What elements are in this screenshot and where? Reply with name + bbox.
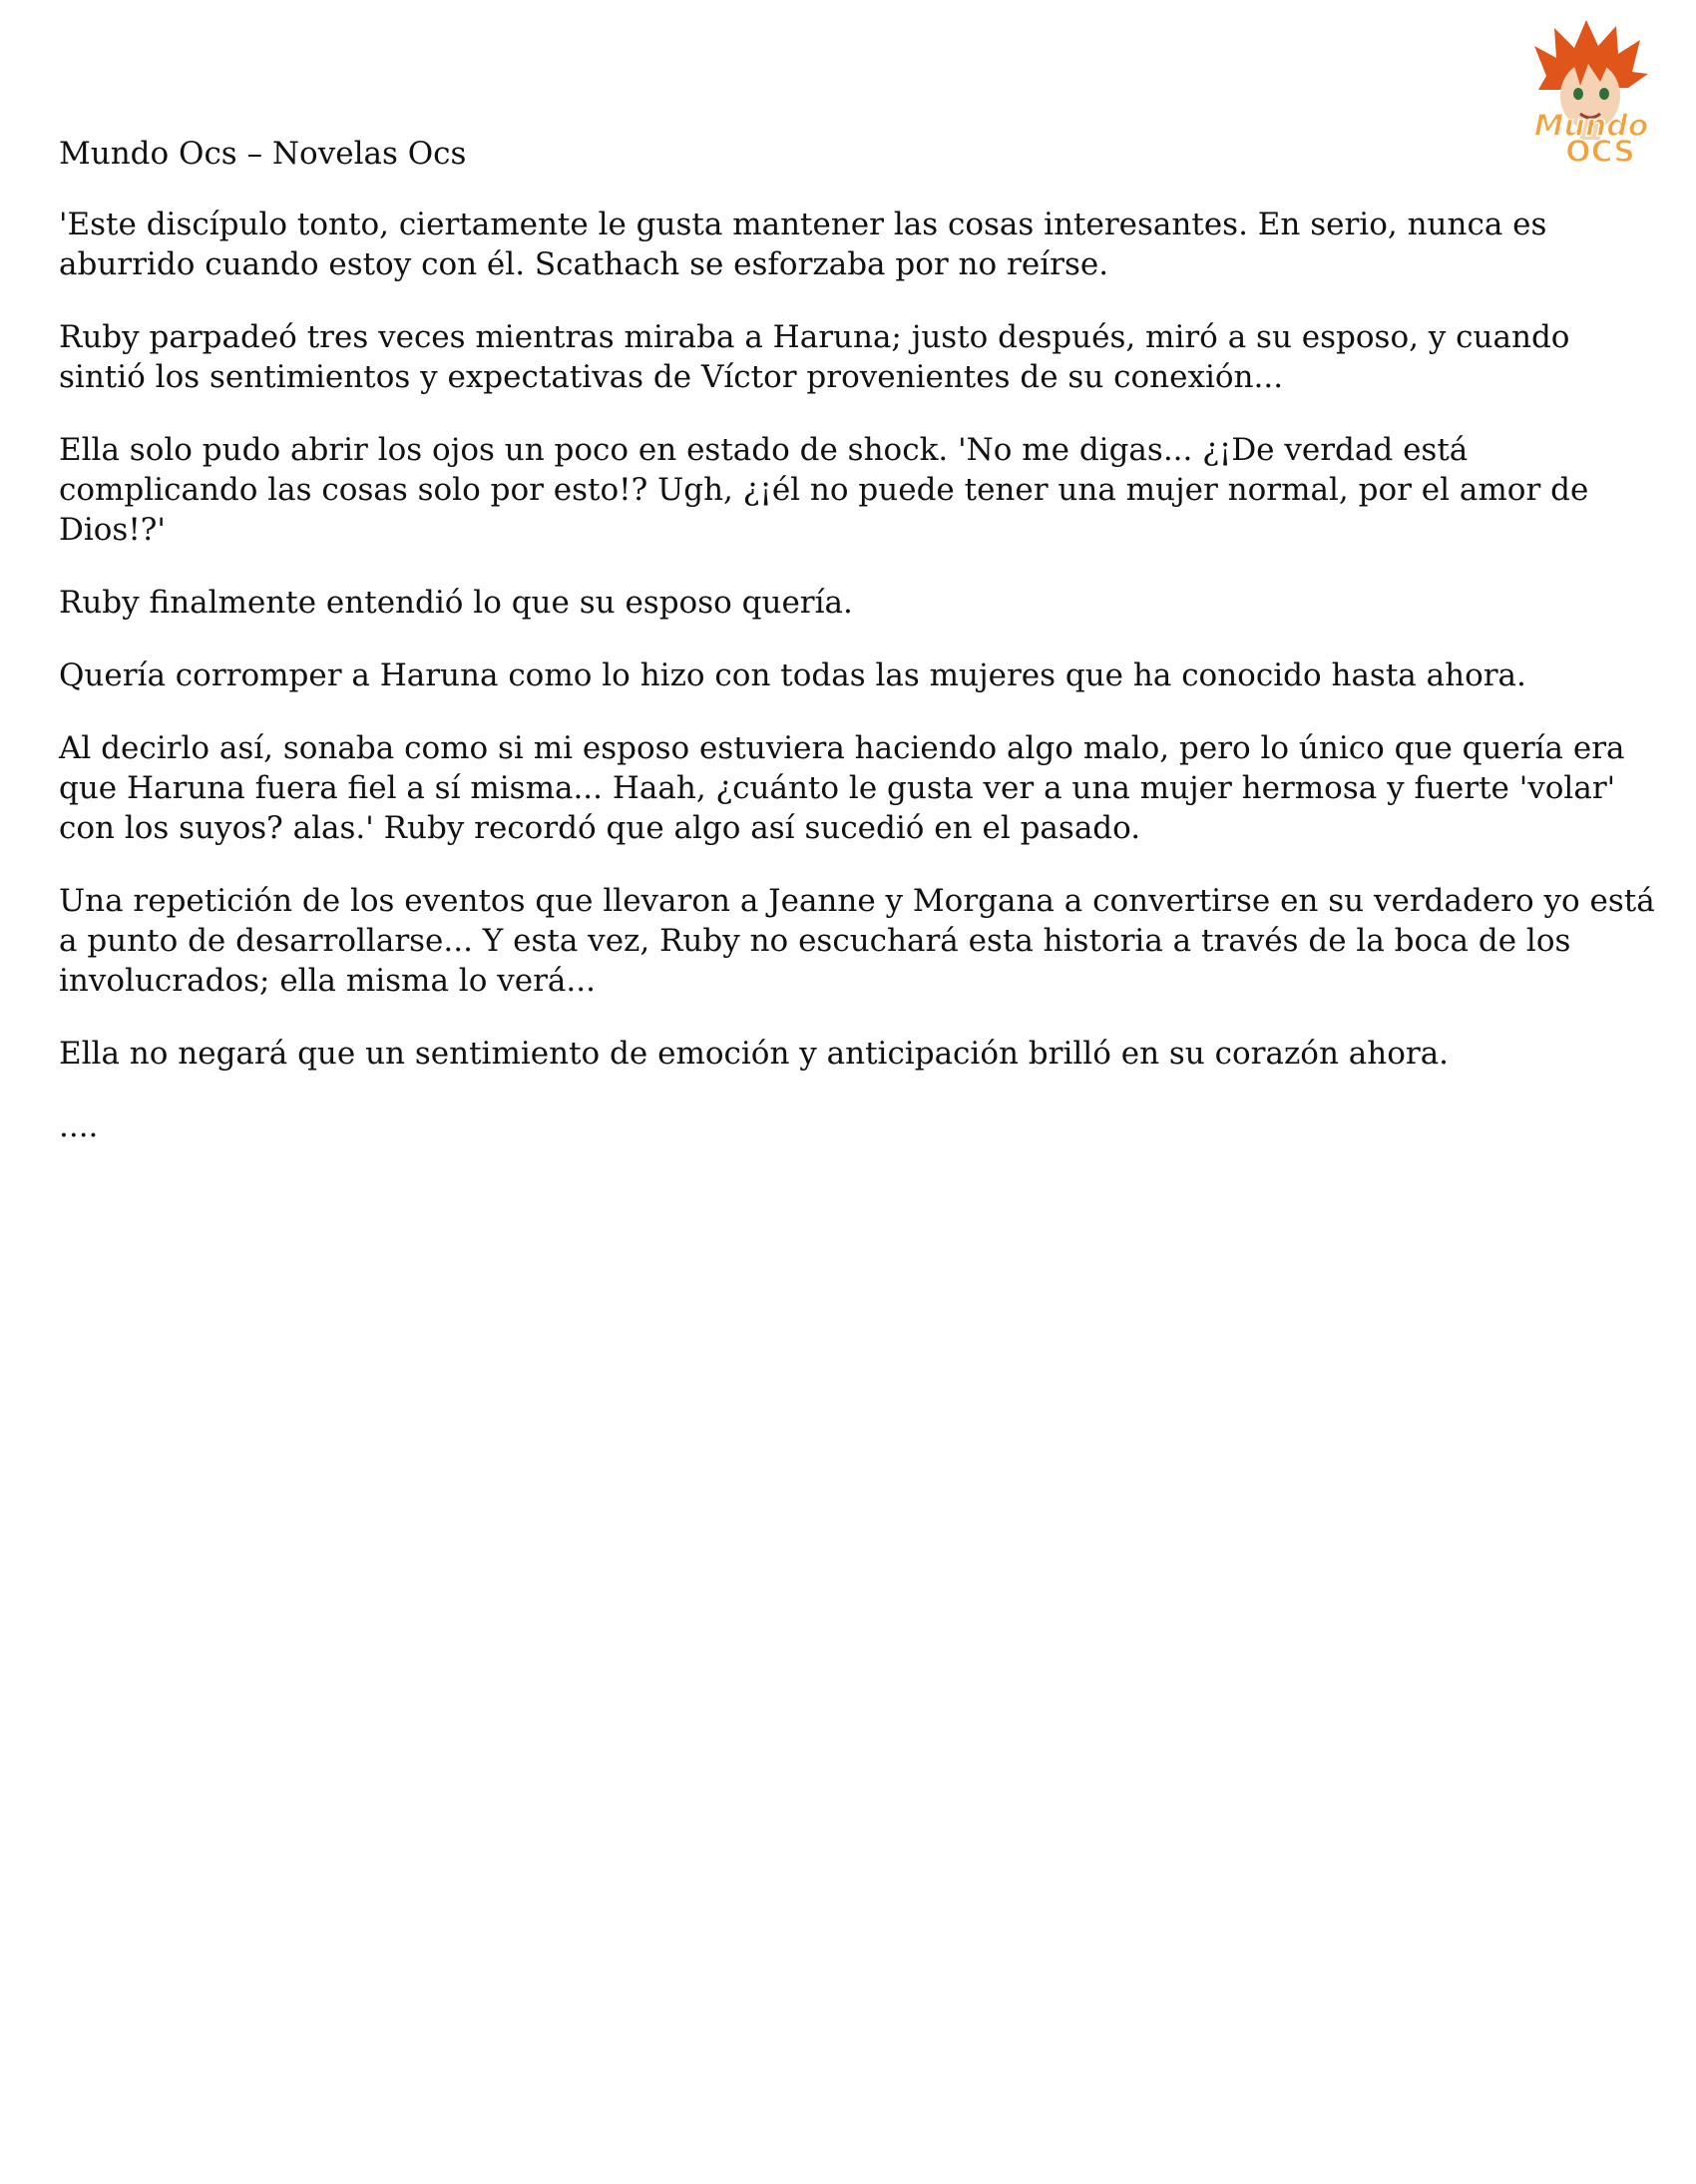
paragraph: 'Este discípulo tonto, ciertamente le gusta mantener las cosas interesantes. En serio, nunca es aburrido cuando estoy con él. Scathach se esforzaba por no reírse. xyxy=(59,207,1547,282)
logo-eye-left xyxy=(1573,88,1583,100)
paragraph: Quería corromper a Haruna como lo hizo con todas las mujeres que ha conocido hasta ahora. xyxy=(59,657,1526,693)
paragraph: Una repetición de los eventos que llevaron a Jeanne y Morgana a convertirse en su verdadero yo está a punto de desarrollarse... Y esta vez, Ruby no escuchará esta historia a través de la boca de los involucrados; ella misma lo verá... xyxy=(59,883,1655,999)
paragraph: Ruby finalmente entendió lo que su esposo quería. xyxy=(59,585,853,621)
mundo-ocs-logo xyxy=(1516,16,1666,172)
paragraph: Al decirlo así, sonaba como si mi esposo estuviera haciendo algo malo, pero lo único que quería era que Haruna fuera fiel a sí misma... Haah, ¿cuánto le gusta ver a una mujer hermosa y fuerte 'volar' con los suyos? alas.' Ruby recordó que algo así sucedió en el pasado. xyxy=(59,730,1625,846)
logo-eye-right xyxy=(1599,88,1609,100)
document-body xyxy=(59,205,1655,1179)
logo-text-line2: OCS xyxy=(1565,135,1635,170)
paragraph-ellipsis: .... xyxy=(59,1108,99,1144)
paragraph: Ella solo pudo abrir los ojos un poco en estado de shock. 'No me digas... ¿¡De verdad está complicando las cosas solo por esto!? Ugh, ¿¡él no puede tener una mujer normal, por el amor de Dios!?' xyxy=(59,432,1589,548)
document-header: Mundo Ocs – Novelas Ocs xyxy=(59,136,467,172)
logo-text-line1: Mundo xyxy=(1533,109,1649,144)
paragraph: Ruby parpadeó tres veces mientras miraba a Haruna; justo después, miró a su esposo, y cuando sintió los sentimientos y expectativas de Víctor provenientes de su conexión... xyxy=(59,319,1570,395)
logo-image xyxy=(1516,16,1666,172)
paragraph: Ella no negará que un sentimiento de emoción y anticipación brilló en su corazón ahora. xyxy=(59,1036,1450,1072)
